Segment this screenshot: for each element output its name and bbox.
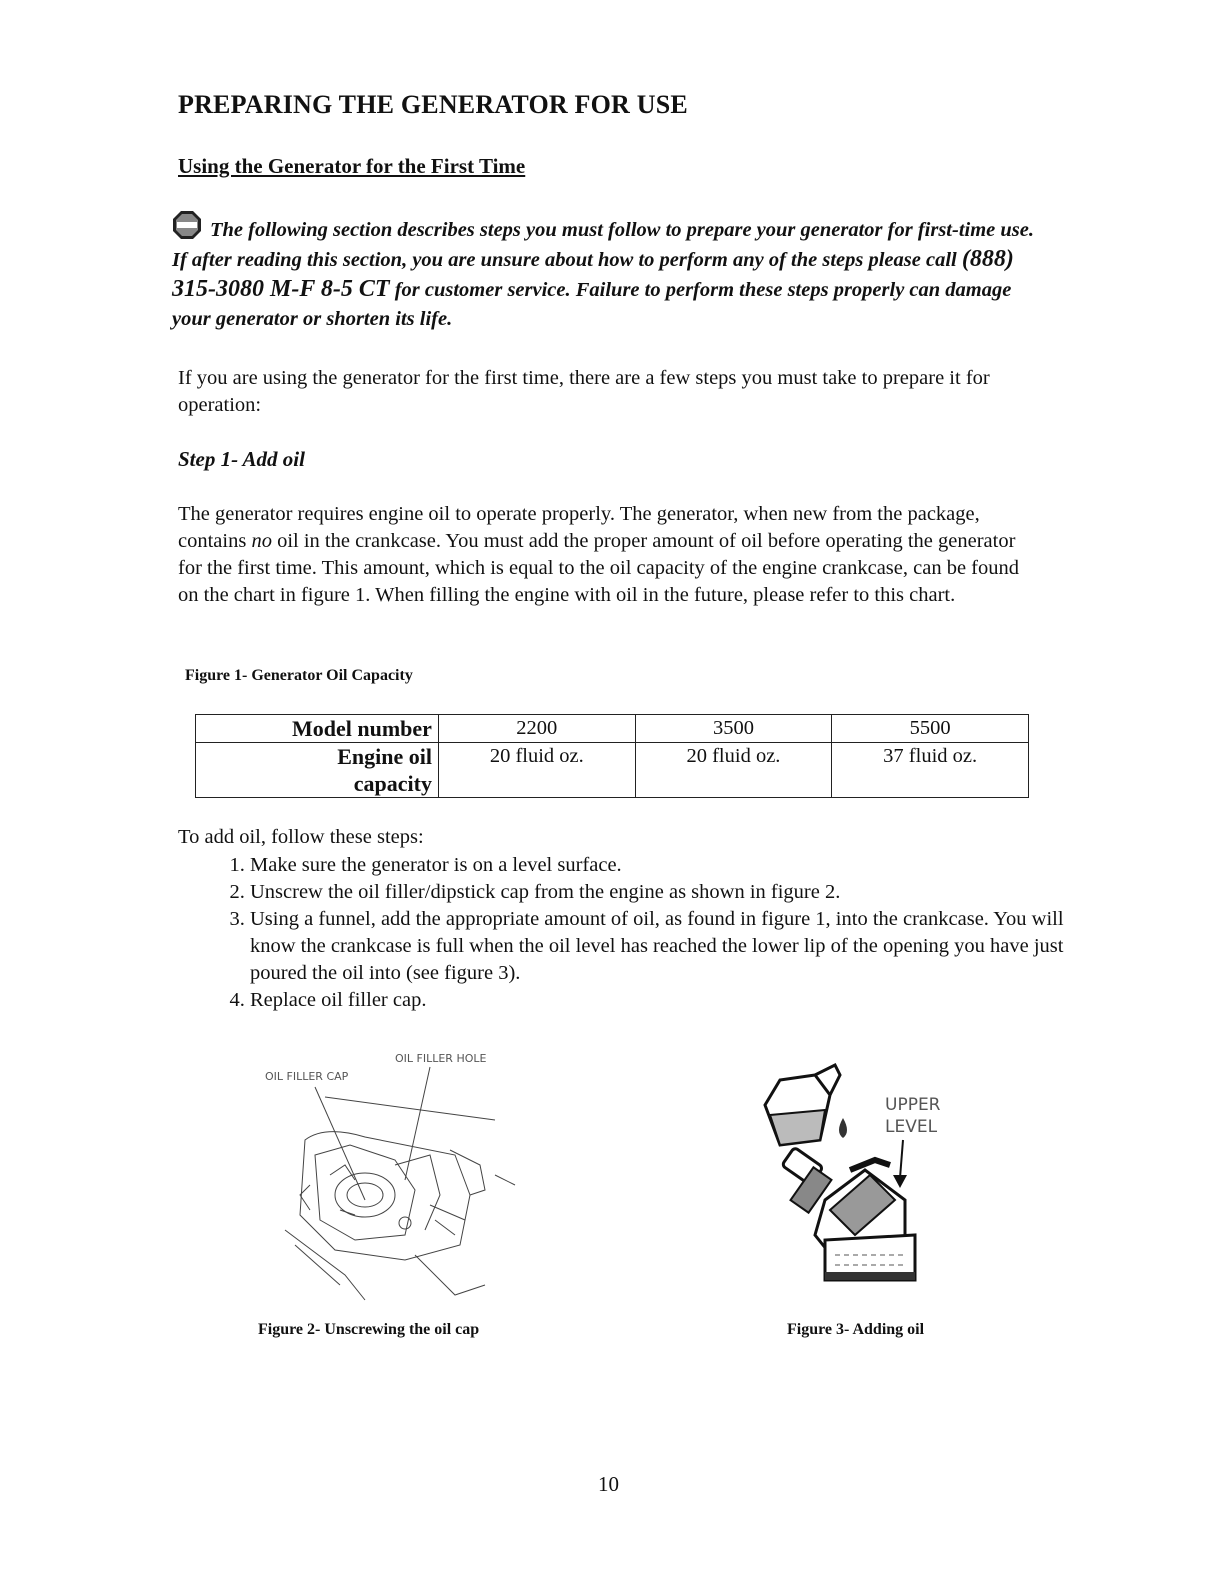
model-cell: 2200	[438, 715, 635, 743]
level-label: LEVEL	[885, 1117, 938, 1137]
step1-para-b: oil in the crankcase. You must add the proper amount of oil before operating the generator for the first time. This amount, which is equal to the oil capacity of the engine crankcase, can be found on the chart in figure 1. When filling the engine with oil in the future, please refer to this chart.	[178, 530, 1019, 606]
warning-notice	[172, 210, 1042, 334]
list-item: 3. Using a funnel, add the appropriate amount of oil, as found in figure 1, into the crankcase. You will know the crankcase is full when the oil level has reached the lower lip of the opening you have just poured the oil into (see figure 3).	[250, 906, 1080, 987]
model-cell: 3500	[635, 715, 832, 743]
list-item: 1. Make sure the generator is on a level surface.	[250, 852, 1080, 879]
page-number: 10	[598, 1472, 619, 1496]
row-label-capacity: Engine oil capacity	[196, 743, 439, 798]
oil-filler-cap-label: OIL FILLER CAP	[265, 1070, 349, 1083]
table-row	[196, 715, 1029, 743]
steps-intro: To add oil, follow these steps:	[178, 826, 424, 848]
page-title: PREPARING THE GENERATOR FOR USE	[178, 90, 688, 119]
section-subheading: Using the Generator for the First Time	[178, 154, 526, 178]
figure3-caption: Figure 3- Adding oil	[787, 1321, 925, 1338]
list-item: 4. Replace oil filler cap.	[250, 987, 1080, 1014]
warning-text-b: for customer service. Failure to perform these steps properly can damage your generator or shorten its life.	[172, 279, 1012, 330]
step1-title: Step 1- Add oil	[178, 447, 305, 471]
model-cell: 5500	[832, 715, 1029, 743]
upper-label: UPPER	[885, 1095, 941, 1115]
step1-para-emphasis: no	[251, 530, 272, 552]
row-label-model: Model number	[196, 715, 439, 743]
table-row	[196, 743, 1029, 798]
figure2-illustration	[255, 1045, 525, 1310]
capacity-cell: 20 fluid oz.	[438, 743, 635, 798]
warning-text-a: The following section describes steps you must follow to prepare your generator for first-time use. If after reading this section, you are unsure about how to perform any of the steps please call	[172, 219, 1034, 271]
figure3-illustration	[755, 1060, 970, 1290]
steps-list	[208, 852, 1080, 1014]
figure2-caption: Figure 2- Unscrewing the oil cap	[258, 1321, 480, 1338]
figure1-caption: Figure 1- Generator Oil Capacity	[185, 667, 413, 684]
step1-para-a: The generator requires engine oil to operate properly. The generator, when new from the package, contains	[178, 503, 980, 552]
stop-sign-icon	[172, 210, 202, 240]
oil-filler-hole-label: OIL FILLER HOLE	[395, 1052, 487, 1065]
capacity-cell: 20 fluid oz.	[635, 743, 832, 798]
step1-paragraph	[178, 501, 1038, 609]
customer-service-phone: (888) 315-3080 M-F 8-5 CT	[172, 246, 1014, 302]
list-item: 2. Unscrew the oil filler/dipstick cap from the engine as shown in figure 2.	[250, 879, 1080, 906]
oil-capacity-table	[195, 714, 1029, 798]
intro-paragraph: If you are using the generator for the first time, there are a few steps you must take to prepare it for operation:	[178, 367, 990, 416]
capacity-cell: 37 fluid oz.	[832, 743, 1029, 798]
engine-drawing-icon	[285, 1067, 515, 1300]
